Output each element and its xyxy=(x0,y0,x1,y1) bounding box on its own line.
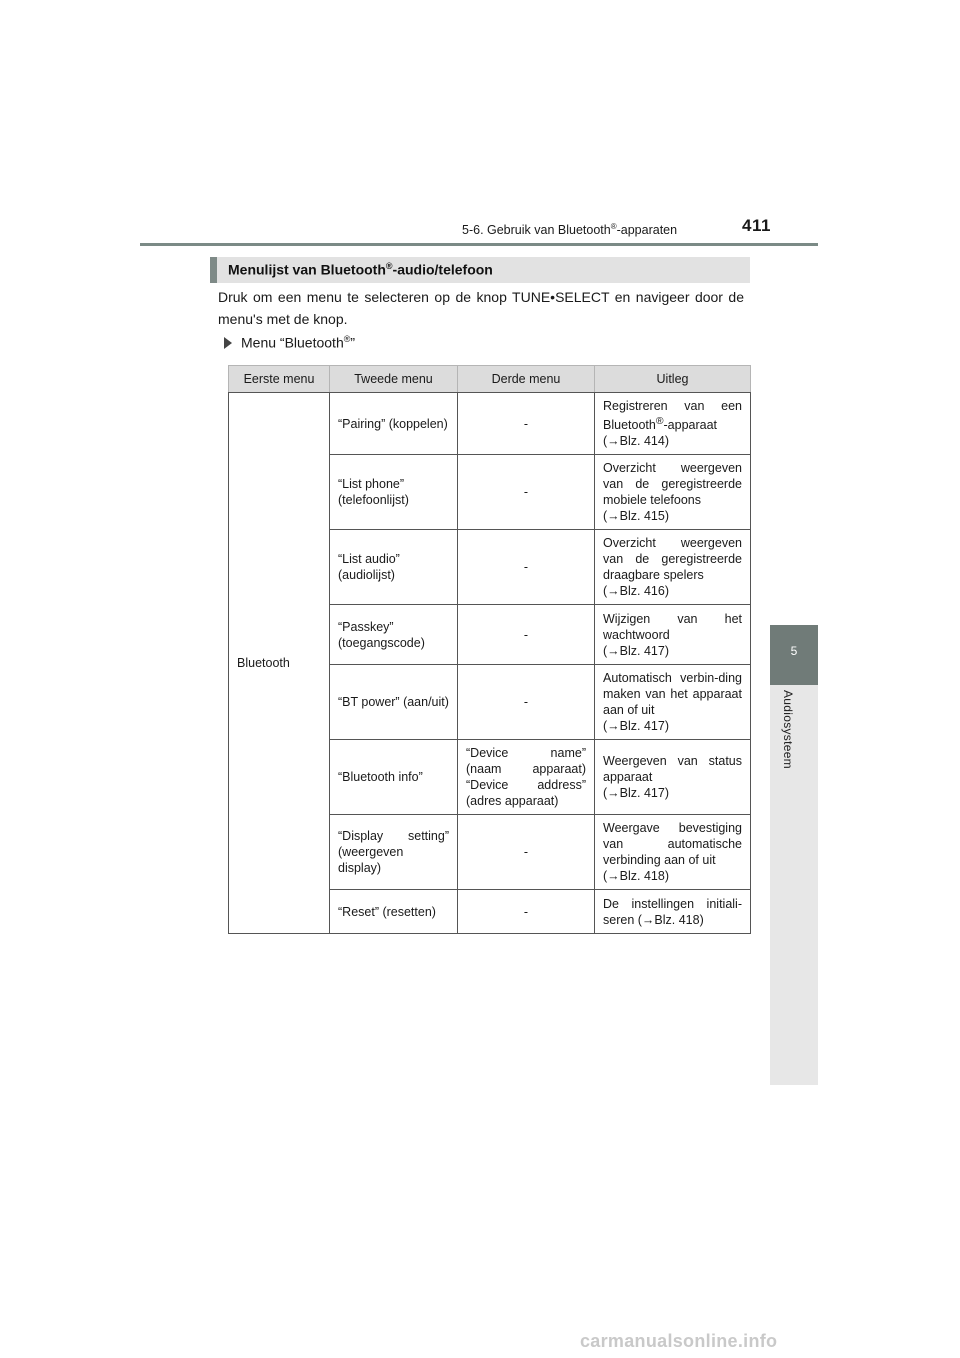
second-menu-cell: “Reset” (resetten) xyxy=(330,890,458,934)
third-menu-cell: - xyxy=(458,455,595,530)
triangle-bullet-icon xyxy=(224,337,232,349)
third-menu-cell: - xyxy=(458,890,595,934)
menu-subheading: Menu “Bluetooth®” xyxy=(224,334,355,351)
intro-paragraph: Druk om een menu te selecteren op de knop TUNE•SELECT en navigeer door de menu's met de knop. xyxy=(218,289,744,327)
third-menu-cell: - xyxy=(458,605,595,665)
watermark: carmanualsonline.info xyxy=(580,1331,778,1351)
first-menu-cell: Bluetooth xyxy=(229,393,330,934)
description-cell: Weergeven van status apparaat (→Blz. 417) xyxy=(595,740,751,815)
second-menu-cell: “Pairing” (koppelen) xyxy=(330,393,458,455)
description-cell: Wijzigen van het wachtwoord (→Blz. 417) xyxy=(595,605,751,665)
description-cell: De instellingen initiali-seren (→Blz. 418) xyxy=(595,890,751,934)
chapter-label: Audiosysteem xyxy=(781,690,795,769)
second-menu-cell: “BT power” (aan/uit) xyxy=(330,665,458,740)
third-menu-cell: “Device name” (naam apparaat) “Device address” (adres apparaat) xyxy=(458,740,595,815)
section-accent xyxy=(210,257,217,283)
description-cell: Overzicht weergeven van de geregistreerde mobiele telefoons (→Blz. 415) xyxy=(595,455,751,530)
third-menu-cell: - xyxy=(458,665,595,740)
third-menu-cell: - xyxy=(458,393,595,455)
table-header-row xyxy=(229,366,751,393)
table-row xyxy=(229,393,751,455)
chapter-tab[interactable] xyxy=(770,625,818,685)
description-cell: Registreren van een Bluetooth®-apparaat (→Blz. 414) xyxy=(595,393,751,455)
column-header: Uitleg xyxy=(595,366,751,393)
chapter-number: 5 xyxy=(790,644,798,658)
bluetooth-menu-table xyxy=(228,365,751,934)
column-header: Derde menu xyxy=(458,366,595,393)
second-menu-cell: “List audio” (audiolijst) xyxy=(330,530,458,605)
third-menu-cell: - xyxy=(458,815,595,890)
description-cell: Weergave bevestiging van automatische verbinding aan of uit (→Blz. 418) xyxy=(595,815,751,890)
second-menu-cell: “Display setting” (weergeven display) xyxy=(330,815,458,890)
running-header: 5-6. Gebruik van Bluetooth®-apparaten xyxy=(462,222,678,238)
section-heading-bar xyxy=(210,257,750,283)
second-menu-cell: “Passkey” (toegangscode) xyxy=(330,605,458,665)
third-menu-cell: - xyxy=(458,530,595,605)
section-title: Menulijst van Bluetooth®-audio/telefoon xyxy=(228,261,493,278)
column-header: Tweede menu xyxy=(330,366,458,393)
second-menu-cell: “List phone” (telefoonlijst) xyxy=(330,455,458,530)
description-cell: Overzicht weergeven van de geregistreerde draagbare spelers (→Blz. 416) xyxy=(595,530,751,605)
page-number: 411 xyxy=(742,216,771,235)
description-cell: Automatisch verbin-ding maken van het apparaat aan of uit (→Blz. 417) xyxy=(595,665,751,740)
second-menu-cell: “Bluetooth info” xyxy=(330,740,458,815)
column-header: Eerste menu xyxy=(229,366,330,393)
header-rule xyxy=(140,243,818,246)
